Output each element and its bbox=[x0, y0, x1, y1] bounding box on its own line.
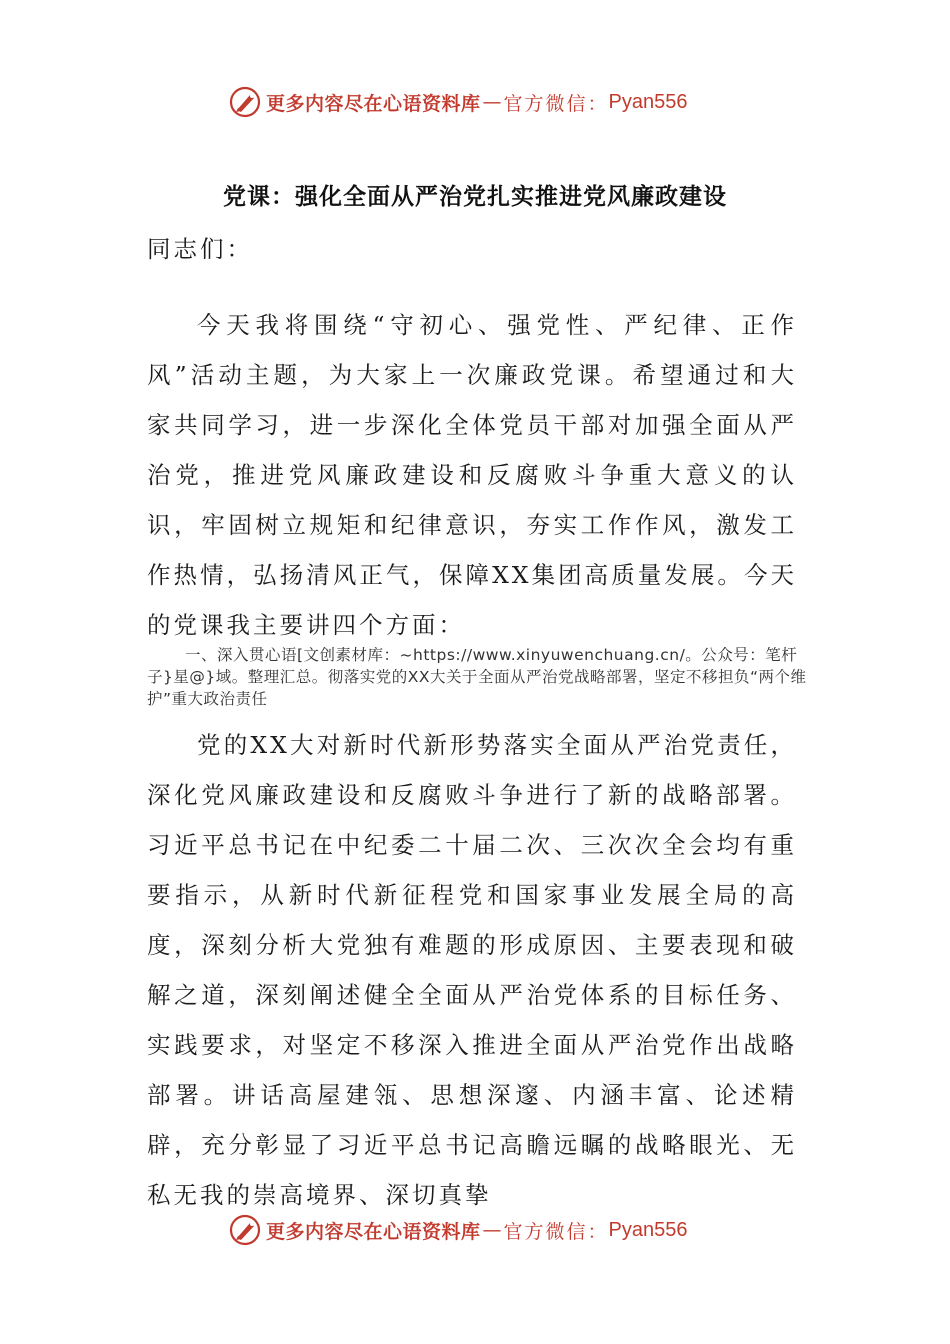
banner-wechat-id: Pyan556 bbox=[608, 1218, 688, 1241]
banner-site-text: 更多内容尽在心语资料库 bbox=[266, 92, 481, 115]
section-heading-1: 一、深入贯心语[文创素材库：~https://www.xinyuwenchuang.cn/。公众号：笔杆子}星@}域。整理汇总。彻落实党的XX大关于全面从严治党战略部署，坚定不移担负“两个维护”重大政治责任 bbox=[147, 646, 807, 708]
footer-banner bbox=[228, 1212, 728, 1248]
header-banner bbox=[228, 84, 728, 120]
salutation: 同志们： bbox=[147, 235, 253, 263]
paragraph-section-1: 党的XX大对新时代新形势落实全面从严治党责任，深化党风廉政建设和反腐败斗争进行了新的战略部署。习近平总书记在中纪委二十届二次、三次次全会均有重要指示，从新时代新征程党和国家事业发展全局的高度，深刻分析大党独有难题的形成原因、主要表现和破解之道，深刻阐述健全全面从严治党体系的目标任务、实践要求，对坚定不移深入推进全面从严治党作出战略部署。讲话高屋建瓴、思想深邃、内涵丰富、论述精辟，充分彰显了习近平总书记高瞻远瞩的战略眼光、无私无我的崇高境界、深切真挚 bbox=[147, 731, 797, 1209]
banner-dash: — bbox=[482, 1219, 502, 1241]
banner-wechat-id: Pyan556 bbox=[608, 90, 688, 113]
pen-logo-icon bbox=[228, 85, 262, 119]
banner-wechat-label: 官方微信： bbox=[503, 92, 609, 115]
banner-site-text: 更多内容尽在心语资料库 bbox=[266, 1220, 481, 1243]
pen-logo-icon bbox=[228, 1213, 262, 1247]
paragraph-intro: 今天我将围绕“守初心、强党性、严纪律、正作风”活动主题，为大家上一次廉政党课。希望通过和大家共同学习，进一步深化全体党员干部对加强全面从严治党，推进党风廉政建设和反腐败斗争重大意义的认识，牢固树立规矩和纪律意识，夯实工作作风，激发工作热情，弘扬清风正气，保障XX集团高质量发展。今天的党课我主要讲四个方面： bbox=[147, 311, 797, 639]
document-title: 党课：强化全面从严治党扎实推进党风廉政建设 bbox=[223, 183, 727, 210]
banner-dash: — bbox=[482, 91, 502, 113]
banner-wechat-label: 官方微信： bbox=[503, 1220, 609, 1243]
